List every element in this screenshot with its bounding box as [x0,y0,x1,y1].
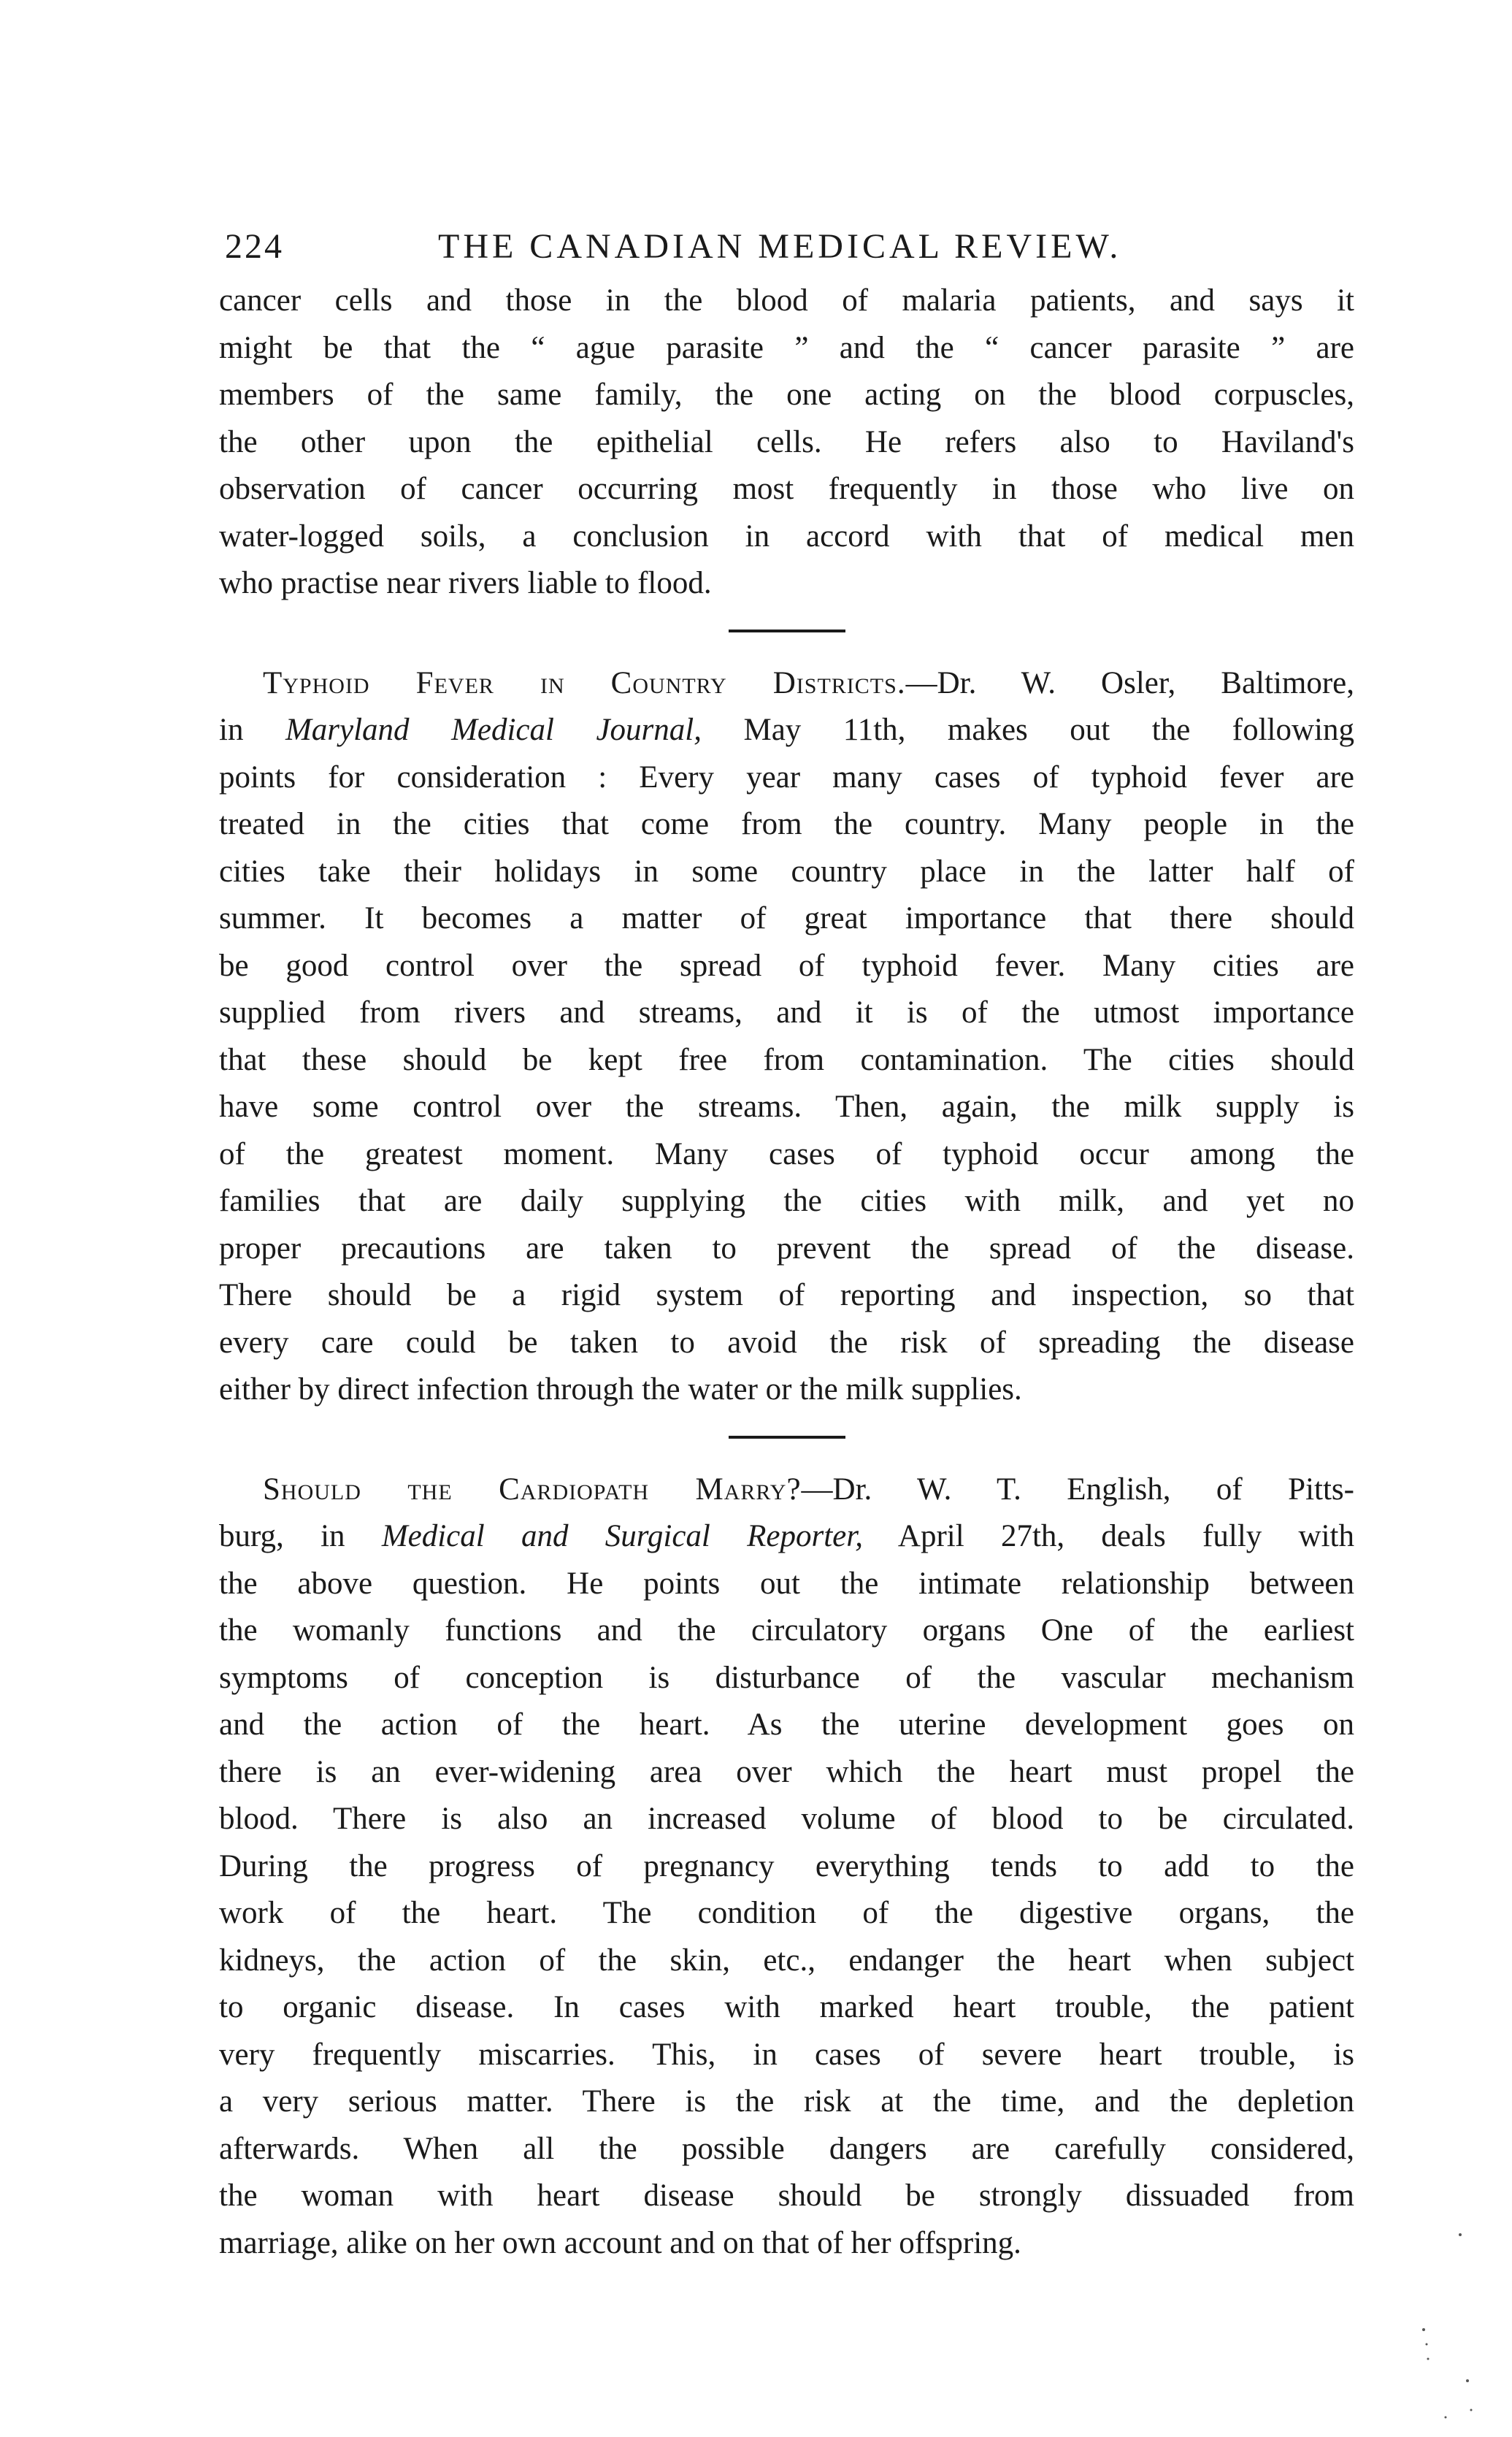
text-line: blood. There is also an increased volume of blood to be circulated. [219,1802,1354,1836]
section-divider [729,1436,845,1439]
text-line: a very serious matter. There is the risk at the time, and the depletion [219,2084,1354,2119]
text-line: cities take their holidays in some country place in the latter half of [219,854,1354,889]
text-line: the womanly functions and the circulatory organs One of the earliest [219,1613,1354,1648]
text-line [219,1513,1354,1561]
paragraph-cardiopath [219,1466,1354,2268]
text-line: cancer cells and those in the blood of malaria patients, and says it [219,283,1354,318]
text-line: supplied from rivers and streams, and it is of the utmost importance [219,995,1354,1030]
text-fragment: April 27th, deals fully with [863,1519,1355,1553]
text-line: of the greatest moment. Many cases of typhoid occur among the [219,1136,1354,1171]
text-line: and the action of the heart. As the uterine development goes on [219,1707,1354,1742]
section-heading-typhoid: Typhoid Fever in Country Districts. [263,665,906,700]
text-fragment: burg, in [219,1519,382,1553]
text-line: either by direct infection through the water or the milk supplies. [219,1372,1022,1407]
text-line: During the progress of pregnancy everything tends to add to the [219,1848,1354,1883]
document-page [219,226,1354,2267]
text-line [219,660,1354,708]
text-line: might be that the “ ague parasite ” and the “ cancer parasite ” are [219,330,1354,365]
running-head [219,226,1354,278]
text-line: work of the heart. The condition of the digestive organs, the [219,1896,1354,1930]
text-line: members of the same family, the one acting on the blood corpuscles, [219,378,1354,412]
text-line: afterwards. When all the possible dangers are carefully considered, [219,2131,1354,2166]
text-line: summer. It becomes a matter of great importance that there should [219,901,1354,936]
text-line: treated in the cities that come from the country. Many people in the [219,807,1354,841]
text-line: water-logged soils, a conclusion in accord with that of medical men [219,519,1354,554]
journal-citation: Maryland Medical Journal, [285,713,702,747]
text-line: symptoms of conception is disturbance of the vascular mechanism [219,1660,1354,1695]
scan-specks [1402,2220,1489,2425]
heading-continuation: —Dr. W. T. English, of Pitts- [801,1472,1354,1507]
text-line: proper precautions are taken to prevent the spread of the disease. [219,1231,1354,1266]
page-number: 224 [225,227,284,266]
text-line: kidneys, the action of the skin, etc., endanger the heart when subject [219,1943,1354,1978]
text-line: very frequently miscarries. This, in cases of severe heart trouble, is [219,2037,1354,2072]
text-line: marriage, alike on her own account and on that of her offspring. [219,2225,1021,2260]
section-heading-cardiopath: Should the Cardiopath Marry? [263,1472,802,1507]
journal-citation: Medical and Surgical Reporter, [381,1519,863,1553]
text-line: every care could be taken to avoid the risk of spreading the disease [219,1325,1354,1360]
text-line: to organic disease. In cases with marked heart trouble, the patient [219,1990,1354,2024]
journal-title: THE CANADIAN MEDICAL REVIEW. [438,227,1122,266]
text-line: points for consideration : Every year many cases of typhoid fever are [219,760,1354,795]
section-divider [729,630,845,632]
paragraph-cancer-parasite [219,278,1354,608]
text-line: the above question. He points out the intimate relationship between [219,1566,1354,1601]
text-line [219,1466,1354,1514]
text-line: that these should be kept free from contamination. The cities should [219,1042,1354,1077]
text-line: families that are daily supplying the cities with milk, and yet no [219,1184,1354,1218]
text-line: have some control over the streams. Then, again, the milk supply is [219,1090,1354,1124]
text-line: observation of cancer occurring most frequently in those who live on [219,472,1354,506]
text-line: the woman with heart disease should be strongly dissuaded from [219,2178,1354,2213]
paragraph-typhoid-fever [219,660,1354,1414]
heading-continuation: —Dr. W. Osler, Baltimore, [905,665,1354,700]
text-line: be good control over the spread of typhoid fever. Many cities are [219,948,1354,983]
text-line: There should be a rigid system of reporting and inspection, so that [219,1278,1354,1312]
text-line: the other upon the epithelial cells. He refers also to Haviland's [219,424,1354,459]
text-line: who practise near rivers liable to flood. [219,566,712,600]
text-fragment: May 11th, makes out the following [701,713,1355,747]
text-line [219,707,1354,754]
text-line: there is an ever-widening area over which the heart must propel the [219,1754,1354,1789]
text-fragment: in [219,713,285,747]
